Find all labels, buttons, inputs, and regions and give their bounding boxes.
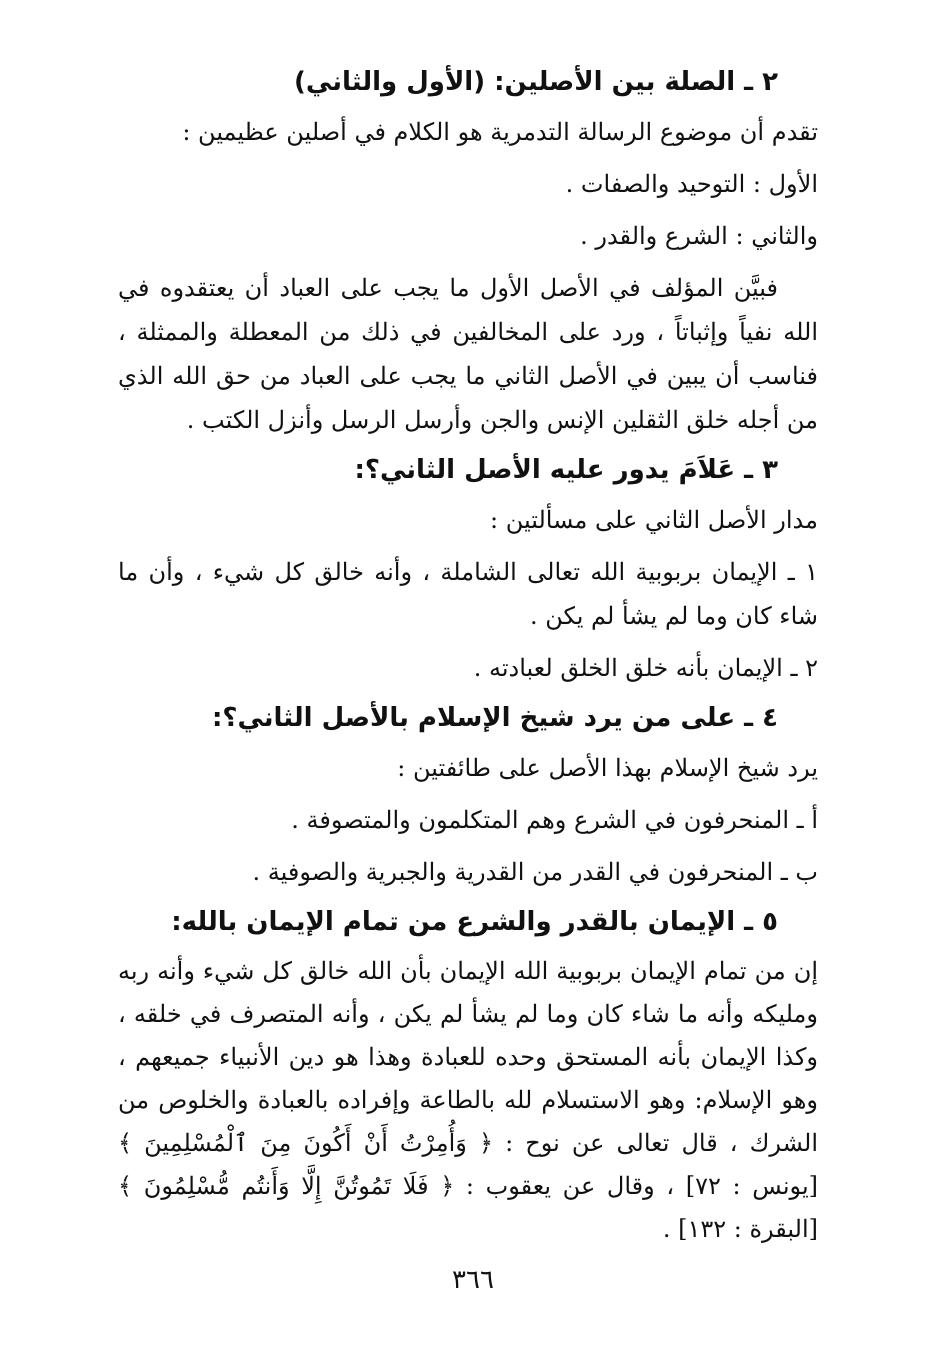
paragraph: فبيَّن المؤلف في الأصل الأول ما يجب على العباد أن يعتقدوه في الله نفياً وإثباتاً ، ورد على المخالفين في ذلك من المعطلة والممثلة ، فناسب أن يبين في الأصل الثاني ما يجب على العباد من حق الله الذي من أجله خلق الثقلين الإنس والجن وأرسل الرسل وأنزل الكتب . <box>118 274 818 434</box>
list-item: ب ـ المنحرفون في القدر من القدرية والجبرية والصوفية . <box>252 858 818 886</box>
section-heading: ٢ ـ الصلة بين الأصلين: (الأول والثاني) <box>294 67 778 97</box>
list-item: ١ ـ الإيمان بربوبية الله تعالى الشاملة ، وأنه خالق كل شيء ، وأن ما شاء كان وما لم يشأ لم يكن . <box>118 558 818 630</box>
section-refuted-groups <box>118 698 818 894</box>
list-item: أ ـ المنحرفون في الشرع وهم المتكلمون والمتصوفة . <box>291 806 818 834</box>
paragraph: الأول : التوحيد والصفات . <box>565 170 818 198</box>
page-number: ٣٦٦ <box>452 1265 494 1295</box>
paragraph: إن من تمام الإيمان بربوبية الله الإيمان بأن الله خالق كل شيء وأنه ربه ومليكه وأنه ما شاء كان وما لم يشأ لم يكن ، وأنه المتصرف في خلقه ، وكذا الإيمان بأنه المستحق وحده للعبادة وهذا هو دين الأنبياء جميعهم ، وهو الإسلام: وهو الاستسلام لله بالطاعة وإفراده بالعبادة والخلوص من الشرك ، قال تعالى عن نوح : ﴿ وَأُمِرْتُ أَنْ أَكُونَ مِنَ ٱلْمُسْلِمِينَ ﴾ [يونس : ٧٢] ، وقال عن يعقوب : ﴿ فَلَا تَمُوتُنَّ إِلَّا وَأَنتُم مُّسْلِمُونَ ﴾ [البقرة : ١٣٢] . <box>118 957 819 1243</box>
page-body <box>118 62 818 1259</box>
section-heading: ٤ ـ على من يرد شيخ الإسلام بالأصل الثاني؟: <box>211 703 778 733</box>
paragraph: مدار الأصل الثاني على مسألتين : <box>490 506 818 534</box>
section-second-principle-axis <box>118 450 818 690</box>
section-relation-between-two-principles <box>118 62 818 442</box>
paragraph: تقدم أن موضوع الرسالة التدمرية هو الكلام في أصلين عظيمين : <box>182 118 818 146</box>
paragraph: والثاني : الشرع والقدر . <box>580 222 818 250</box>
list-item: ٢ ـ الإيمان بأنه خلق الخلق لعبادته . <box>473 654 818 682</box>
section-faith-in-decree-and-law <box>118 902 818 1251</box>
paragraph: يرد شيخ الإسلام بهذا الأصل على طائفتين : <box>397 754 818 782</box>
section-heading: ٣ ـ عَلاَمَ يدور عليه الأصل الثاني؟: <box>354 455 778 485</box>
section-heading: ٥ ـ الإيمان بالقدر والشرع من تمام الإيمان بالله: <box>171 907 778 937</box>
